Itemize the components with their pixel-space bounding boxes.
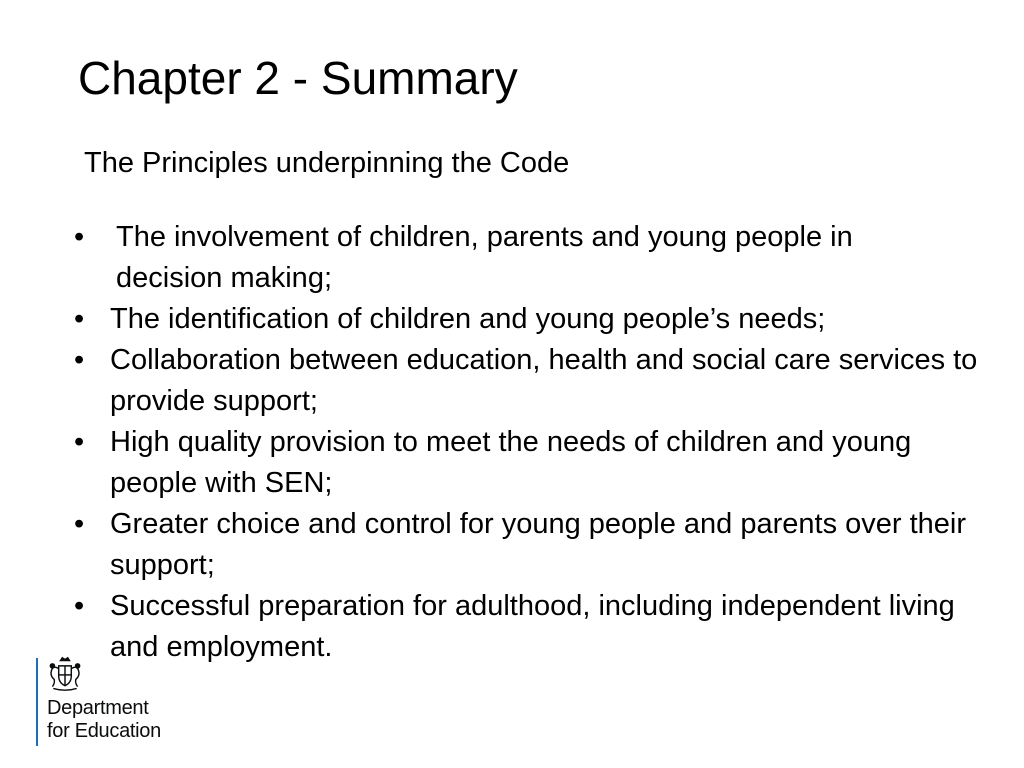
bullet-icon: • bbox=[74, 590, 85, 622]
list-item bbox=[0, 217, 966, 299]
bullet-text: Collaboration between education, health and social care services to provide support; bbox=[110, 344, 978, 417]
slide-title: Chapter 2 - Summary bbox=[78, 52, 518, 104]
list-item bbox=[0, 340, 980, 422]
bullet-text: High quality provision to meet the needs of children and young people with SEN; bbox=[110, 426, 912, 499]
bullet-icon: • bbox=[74, 508, 85, 540]
bullet-icon: • bbox=[74, 344, 85, 376]
royal-coat-of-arms-icon bbox=[47, 656, 83, 692]
department-for-education-logo bbox=[36, 656, 196, 748]
bullet-text: The identification of children and young people’s needs; bbox=[110, 303, 826, 335]
logo-text-line2: for Education bbox=[47, 720, 161, 742]
logo-text-line1: Department bbox=[47, 697, 149, 719]
list-item bbox=[0, 422, 980, 504]
bullet-icon: • bbox=[74, 221, 85, 253]
bullet-text: The involvement of children, parents and young people in decision making; bbox=[116, 221, 853, 294]
bullet-text: Successful preparation for adulthood, including independent living and employment. bbox=[110, 590, 955, 663]
bullet-icon: • bbox=[74, 303, 85, 335]
principles-list bbox=[0, 217, 980, 668]
list-item bbox=[0, 299, 980, 340]
bullet-icon: • bbox=[74, 426, 85, 458]
logo-divider-bar bbox=[36, 658, 38, 746]
slide-subtitle: The Principles underpinning the Code bbox=[84, 147, 570, 179]
logo-text bbox=[47, 697, 161, 743]
list-item bbox=[0, 504, 980, 586]
bullet-text: Greater choice and control for young people and parents over their support; bbox=[110, 508, 967, 581]
